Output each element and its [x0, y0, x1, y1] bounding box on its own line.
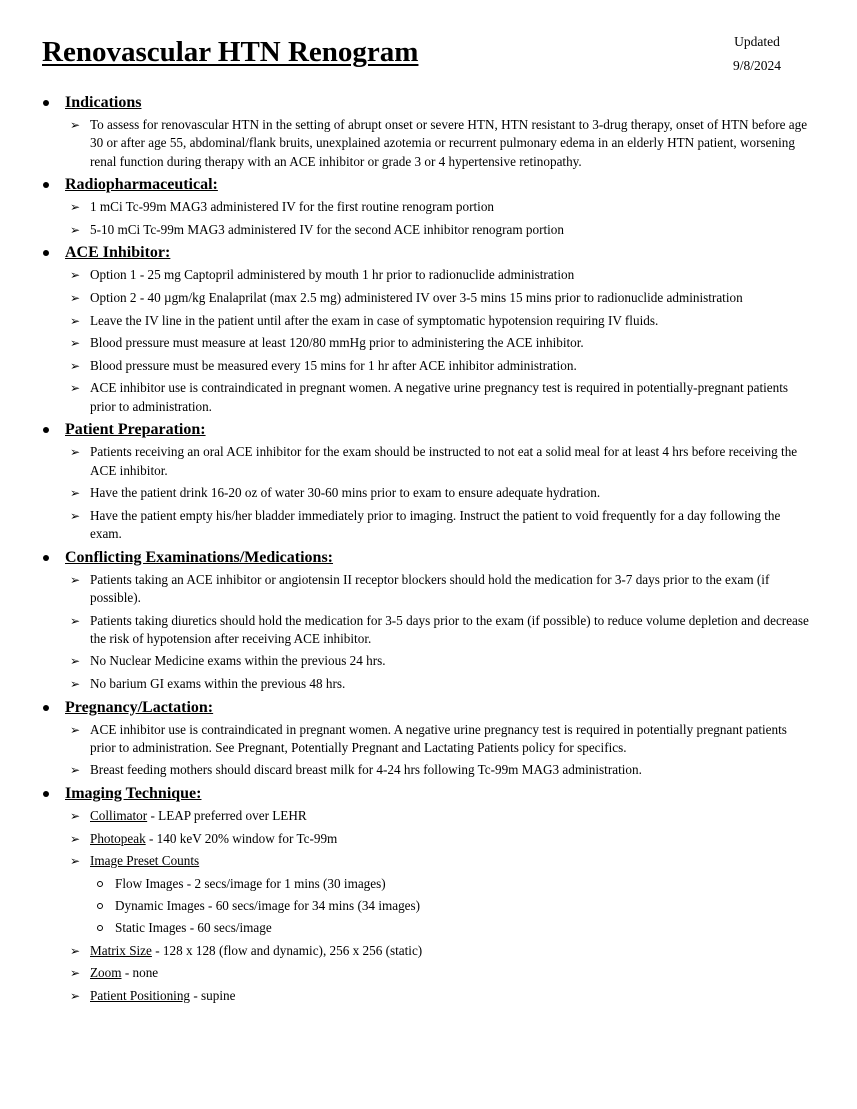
- section: [0, 175, 857, 239]
- arrow-bullet-icon: ➢: [70, 268, 81, 283]
- section: [0, 243, 857, 416]
- list-item: [0, 221, 857, 239]
- arrow-bullet-icon: ➢: [70, 358, 81, 373]
- list-item: [0, 116, 857, 171]
- list-item: [0, 721, 857, 758]
- item-text: Blood pressure must measure at least 120/80 mmHg prior to administering the ACE inhibitor.: [90, 335, 584, 351]
- list-item: [0, 652, 857, 670]
- item-label: Photopeak: [90, 830, 146, 846]
- circle-bullet-icon: [97, 881, 103, 887]
- item-text: Patients taking diuretics should hold the medication for 3-5 days prior to the exam (if possible) to reduce volume depletion and decrease the risk of hypotension after receiving ACE inhibitor.: [90, 612, 809, 646]
- list-item: [0, 312, 857, 330]
- arrow-bullet-icon: ➢: [70, 118, 81, 132]
- bullet-icon: [43, 427, 49, 433]
- item-text: Patients taking an ACE inhibitor or angiotensin II receptor blockers should hold the medication for 3-7 days prior to the exam (if possible).: [90, 571, 770, 605]
- circle-bullet-icon: [97, 925, 103, 931]
- item-text: 5-10 mCi Tc-99m MAG3 administered IV for the second ACE inhibitor renogram portion: [90, 221, 564, 237]
- sub-item-text: Flow Images - 2 secs/image for 1 mins (30 images): [115, 875, 386, 891]
- arrow-bullet-icon: ➢: [70, 966, 81, 981]
- bullet-icon: [43, 100, 49, 106]
- sub-item-text: Dynamic Images - 60 secs/image for 34 mins (34 images): [115, 898, 421, 914]
- arrow-bullet-icon: ➢: [70, 486, 81, 501]
- list-item: [0, 571, 857, 608]
- list-item: [0, 942, 857, 960]
- arrow-bullet-icon: ➢: [70, 722, 81, 737]
- item-label: Image Preset Counts: [90, 853, 200, 869]
- sub-list-item: [0, 875, 857, 893]
- section-heading: [0, 420, 857, 440]
- arrow-bullet-icon: ➢: [70, 336, 81, 351]
- sub-item-text: Static Images - 60 secs/image: [115, 920, 272, 936]
- bullet-icon: [43, 705, 49, 711]
- item-text: - 140 keV 20% window for Tc-99m: [145, 830, 338, 846]
- arrow-bullet-icon: ➢: [70, 313, 81, 328]
- arrow-bullet-icon: ➢: [70, 676, 81, 691]
- section-heading-text: Conflicting Examinations/Medications:: [65, 548, 334, 566]
- page-title: Renovascular HTN Renogram: [42, 36, 419, 68]
- arrow-bullet-icon: ➢: [70, 508, 81, 523]
- bullet-icon: [43, 555, 49, 561]
- list-item: [0, 675, 857, 693]
- list-item: [0, 357, 857, 375]
- item-text: Have the patient drink 16-20 oz of water 30-60 mins prior to exam to ensure adequate hydration.: [90, 485, 601, 501]
- list-item: [0, 964, 857, 982]
- list-item: [0, 379, 857, 416]
- item-text: Blood pressure must be measured every 15 mins for 1 hr after ACE inhibitor administration.: [90, 357, 577, 373]
- list-item: [0, 443, 857, 480]
- item-text: - none: [121, 965, 159, 981]
- arrow-bullet-icon: ➢: [70, 831, 81, 846]
- bullet-icon: [43, 791, 49, 797]
- arrow-bullet-icon: ➢: [70, 381, 81, 396]
- document-body: [0, 93, 857, 1010]
- item-text: Leave the IV line in the patient until after the exam in case of symptomatic hypotension requiring IV fluids.: [90, 312, 659, 328]
- section-heading: [0, 175, 857, 195]
- section-heading-text: Imaging Technique:: [65, 785, 202, 803]
- sub-list-item: [0, 919, 857, 937]
- item-text: Have the patient empty his/her bladder immediately prior to imaging. Instruct the patient to void frequently for a day following the exam.: [90, 507, 781, 542]
- item-text: - LEAP preferred over LEHR: [147, 808, 307, 824]
- item-text: Option 2 - 40 µgm/kg Enalaprilat (max 2.5 mg) administered IV over 3-5 mins 15 mins prior to radionuclide administration: [90, 289, 743, 305]
- item-label: Matrix Size: [90, 942, 152, 958]
- list-item: [0, 761, 857, 779]
- arrow-bullet-icon: ➢: [70, 290, 81, 305]
- section-heading: [0, 243, 857, 263]
- list-item: [0, 807, 857, 825]
- item-text: To assess for renovascular HTN in the setting of abrupt onset or severe HTN, HTN resistant to 3-drug therapy, onset of HTN before age 30 or after age 55, abdominal/flank bruits, unexplained azotemia or recurrent pulmonary edema in an elderly HTN patient, worsening renal function during therapy with an ACE inhibitor or grade 3 or 4 hypertensive retinopathy.: [90, 117, 808, 169]
- section-heading-text: Indications: [65, 94, 142, 111]
- updated-label: Updated: [734, 34, 780, 49]
- section-heading-text: Pregnancy/Lactation:: [65, 698, 214, 716]
- list-item: [0, 266, 857, 284]
- arrow-bullet-icon: ➢: [70, 222, 81, 237]
- list-item: [0, 852, 857, 870]
- section-heading: [0, 548, 857, 568]
- item-text: ACE inhibitor use is contraindicated in pregnant women. A negative urine pregnancy test is required in potentially-pregnant patients prior to administration.: [90, 380, 789, 414]
- list-item: [0, 198, 857, 216]
- item-text: - 128 x 128 (flow and dynamic), 256 x 256 (static): [151, 942, 423, 958]
- list-item: [0, 334, 857, 352]
- section: [0, 420, 857, 543]
- updated-date: 9/8/2024: [732, 58, 781, 73]
- bullet-icon: [43, 182, 49, 188]
- list-item: [0, 830, 857, 848]
- arrow-bullet-icon: ➢: [70, 943, 81, 958]
- item-text: Breast feeding mothers should discard breast milk for 4-24 hrs following Tc-99m MAG3 administration.: [90, 762, 642, 778]
- section-heading: [0, 784, 857, 804]
- section-heading-text: ACE Inhibitor:: [65, 244, 171, 262]
- arrow-bullet-icon: ➢: [70, 200, 81, 215]
- arrow-bullet-icon: ➢: [70, 988, 81, 1003]
- list-item: [0, 289, 857, 307]
- item-text: Patients receiving an oral ACE inhibitor for the exam should be instructed to not eat a solid meal for at least 4 hrs before receiving the ACE inhibitor.: [90, 444, 798, 478]
- updated-stamp: [721, 30, 793, 78]
- item-text: ACE inhibitor use is contraindicated in pregnant women. A negative urine pregnancy test is required in potentially pregnant patients prior to administration. See Pregnant, Potentially Pregnant and Lactating Patients policy for specifics.: [90, 721, 787, 755]
- list-item: [0, 612, 857, 649]
- section: [0, 548, 857, 694]
- arrow-bullet-icon: ➢: [70, 572, 81, 587]
- section: [0, 93, 857, 171]
- list-item: [0, 484, 857, 502]
- section-heading-text: Radiopharmaceutical:: [65, 176, 218, 194]
- section-heading-text: Patient Preparation:: [65, 421, 206, 439]
- arrow-bullet-icon: ➢: [70, 809, 81, 824]
- bullet-icon: [43, 250, 49, 256]
- item-label: Zoom: [90, 965, 122, 981]
- arrow-bullet-icon: ➢: [70, 445, 81, 460]
- item-text: Option 1 - 25 mg Captopril administered by mouth 1 hr prior to radionuclide administration: [90, 267, 575, 283]
- item-label: Collimator: [90, 808, 148, 824]
- item-text: No barium GI exams within the previous 48 hrs.: [90, 675, 346, 691]
- list-item: [0, 987, 857, 1005]
- arrow-bullet-icon: ➢: [70, 613, 81, 628]
- section: [0, 698, 857, 780]
- list-item: [0, 507, 857, 544]
- item-text: - supine: [190, 987, 236, 1003]
- sub-list-item: [0, 897, 857, 915]
- item-text: No Nuclear Medicine exams within the previous 24 hrs.: [90, 653, 386, 669]
- arrow-bullet-icon: ➢: [70, 763, 81, 778]
- section: [0, 784, 857, 1005]
- section-heading: [0, 698, 857, 718]
- item-text: 1 mCi Tc-99m MAG3 administered IV for the first routine renogram portion: [90, 199, 495, 215]
- circle-bullet-icon: [97, 903, 103, 909]
- item-label: Patient Positioning: [90, 987, 191, 1003]
- arrow-bullet-icon: ➢: [70, 654, 81, 669]
- section-heading: [0, 93, 857, 113]
- arrow-bullet-icon: ➢: [70, 854, 81, 869]
